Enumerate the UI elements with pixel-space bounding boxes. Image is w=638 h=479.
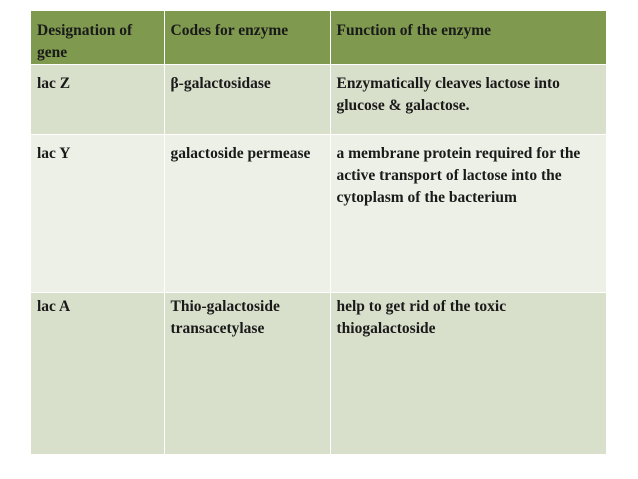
table-header-row [31,11,606,65]
header-function-of-enzyme: Function of the enzyme [330,11,606,65]
gene-cell: lac Z [31,65,164,135]
function-cell: help to get rid of the toxic thiogalactoside [330,293,606,455]
lac-operon-gene-table [31,11,606,455]
enzyme-cell: Thio-galactoside transacetylase [164,293,330,455]
table-row [31,293,606,455]
header-codes-for-enzyme: Codes for enzyme [164,11,330,65]
enzyme-cell: β-galactosidase [164,65,330,135]
gene-cell: lac A [31,293,164,455]
table-row [31,65,606,135]
function-cell: Enzymatically cleaves lactose into glucose & galactose. [330,65,606,135]
function-cell: a membrane protein required for the active transport of lactose into the cytoplasm of the bacterium [330,135,606,293]
gene-cell: lac Y [31,135,164,293]
table-row [31,135,606,293]
enzyme-cell: galactoside permease [164,135,330,293]
header-designation-of-gene: Designation of gene [31,11,164,65]
